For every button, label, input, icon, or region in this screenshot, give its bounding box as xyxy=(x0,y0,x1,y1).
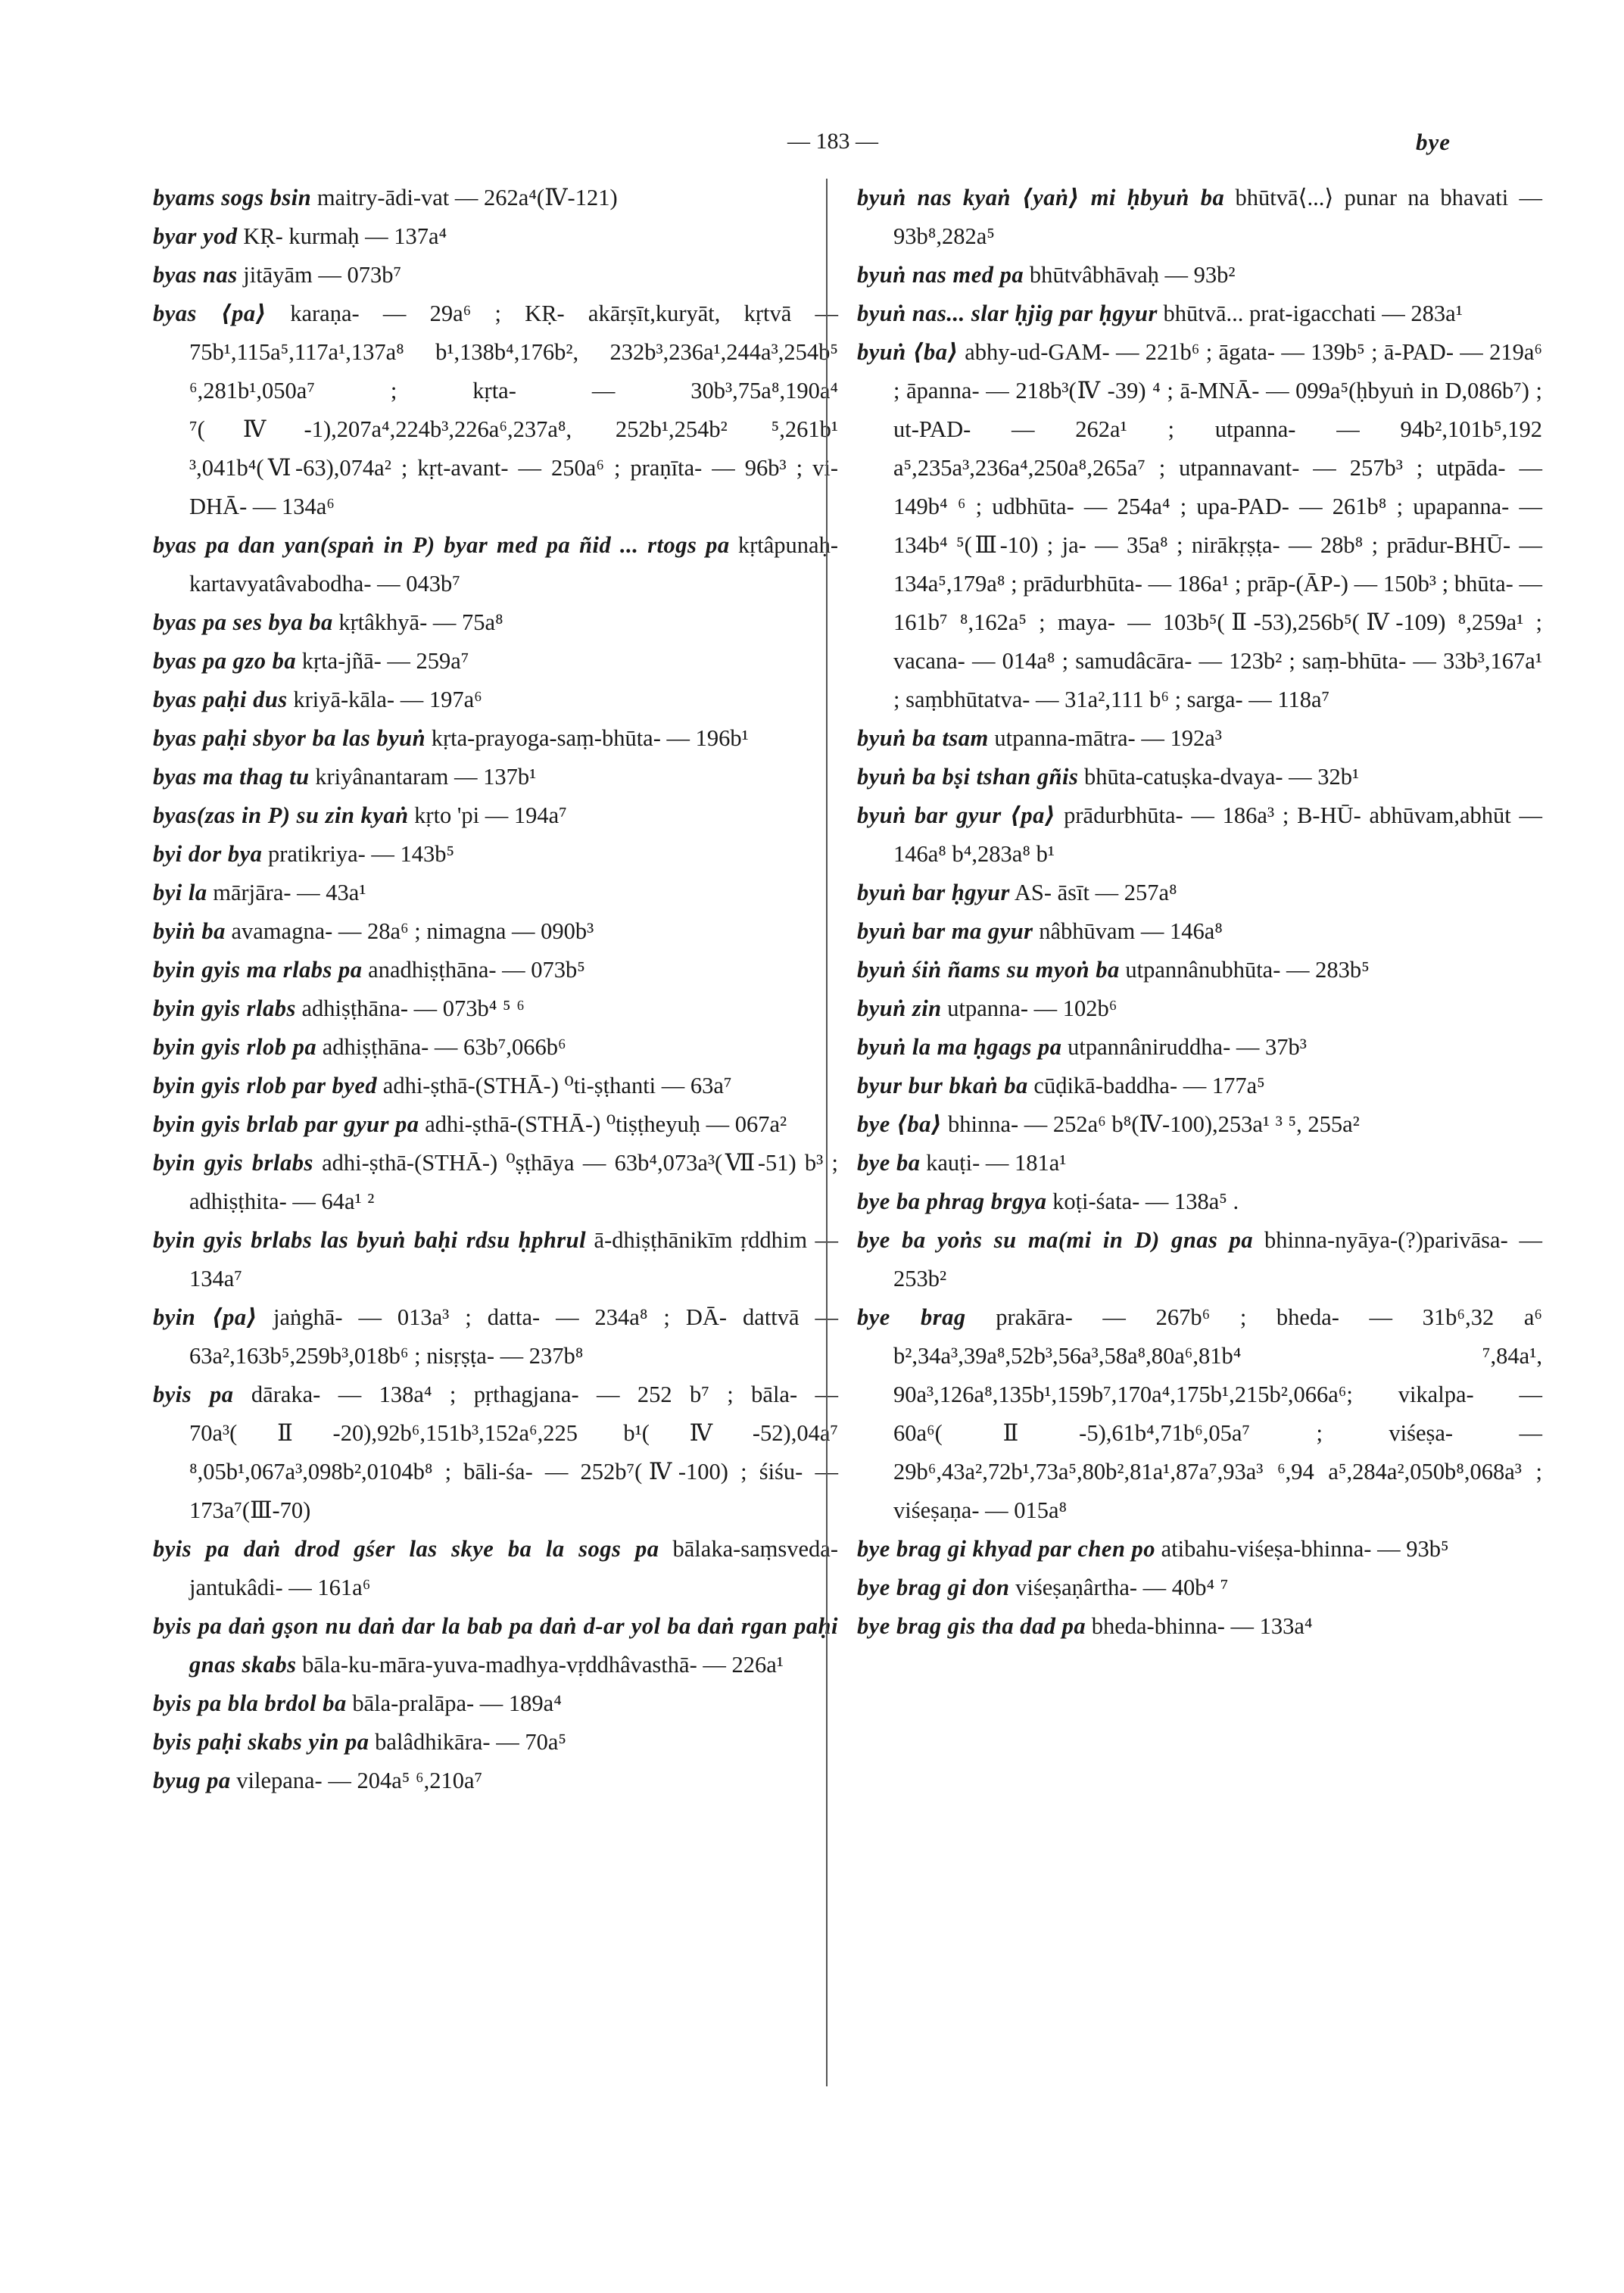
dictionary-entry xyxy=(857,1569,1542,1607)
dictionary-entry xyxy=(153,874,838,912)
entry-definition: dāraka- — 138a⁴ ; pṛthagjana- — 252 b⁷ ; bāla- — 70a³(Ⅱ-20),92b⁶,151b³,152a⁶,225 b¹(Ⅳ-52),04a⁷ ⁸,05b¹,067a³,098b²,0104b⁸ ; bāli-śa- — 252b⁷(Ⅳ-100) ; śiśu- — 173a⁷(Ⅲ-70) xyxy=(189,1382,838,1523)
entry-definition: utpannâniruddha- — 37b³ xyxy=(1068,1034,1307,1060)
entry-headword: bye ⟨ba⟩ xyxy=(857,1111,943,1137)
dictionary-entry xyxy=(857,1607,1542,1646)
entry-headword: byas pa dan yan(spaṅ in P) byar med pa ñid ... rtogs pa xyxy=(153,532,730,558)
entry-definition: jaṅghā- — 013a³ ; datta- — 234a⁸ ; DĀ- dattvā — 63a²,163b⁵,259b³,018b⁶ ; nisṛṣṭa- — 237b⁸ xyxy=(189,1304,839,1369)
entry-definition: atibahu-viśeṣa-bhinna- — 93b⁵ xyxy=(1161,1536,1449,1562)
entry-headword: byas paḥi dus xyxy=(153,687,288,712)
dictionary-entry xyxy=(857,1028,1542,1067)
entry-definition: bhinna- — 252a⁶ b⁸(Ⅳ-100),253a¹ ³ ⁵, 255a² xyxy=(947,1111,1360,1137)
dictionary-entry xyxy=(153,1105,838,1144)
dictionary-entry xyxy=(153,1067,838,1105)
entry-headword: byi dor bya xyxy=(153,841,263,867)
entry-definition: kṛtâpunaḥ-kartavyatâvabodha- — 043b⁷ xyxy=(189,532,839,597)
dictionary-entry xyxy=(153,1298,838,1375)
entry-definition: karaṇa- — 29a⁶ ; KṚ- akārṣīt,kuryāt, kṛtvā — 75b¹,115a⁵,117a¹,137a⁸ b¹,138b⁴,176b², 232b³,236a¹,244a³,254b⁵ ⁶,281b¹,050a⁷ ; kṛta- — 30b³,75a⁸,190a⁴ ⁷(Ⅳ-1),207a⁴,224b³,226a⁶,237a⁸, 252b¹,254b² ⁵,261b¹ ³,041b⁴(Ⅵ-63),074a² ; kṛt-avant- — 250a⁶ ; praṇīta- — 96b³ ; vi-DHĀ- — 134a⁶ xyxy=(189,301,838,519)
dictionary-entry xyxy=(153,642,838,681)
entry-headword: byuṅ zin xyxy=(857,995,942,1021)
entry-definition: kṛta-jñā- — 259a⁷ xyxy=(301,648,469,674)
entry-definition: prādurbhūta- — 186a³ ; B-HŪ- abhūvam,abhūt — 146a⁸ b⁴,283a⁸ b¹ xyxy=(893,802,1542,867)
entry-headword: byis pa xyxy=(153,1382,234,1407)
entry-definition: adhiṣṭhāna- — 63b⁷,066b⁶ xyxy=(322,1034,566,1060)
entry-definition: ā-dhiṣṭhānikīm ṛddhim — 134a⁷ xyxy=(189,1227,839,1291)
entry-definition: cūḍikā-baddha- — 177a⁵ xyxy=(1033,1073,1265,1098)
dictionary-entry xyxy=(857,1067,1542,1105)
entry-headword: byas ⟨pa⟩ xyxy=(153,301,267,326)
entry-headword: byug pa xyxy=(153,1768,231,1793)
dictionary-entry xyxy=(857,1144,1542,1182)
entry-definition: adhiṣṭhāna- — 073b⁴ ⁵ ⁶ xyxy=(301,995,525,1021)
dictionary-entry xyxy=(153,179,838,217)
entry-definition: kauṭi- — 181a¹ xyxy=(926,1150,1067,1176)
dictionary-entry xyxy=(153,1607,838,1684)
entry-headword: bye brag xyxy=(857,1304,966,1330)
dictionary-entry xyxy=(153,526,838,603)
dictionary-entry xyxy=(857,333,1542,719)
entry-definition: bāla-ku-māra-yuva-madhya-vṛddhâvasthā- — 226a¹ xyxy=(302,1652,784,1678)
entry-definition: AS- āsīt — 257a⁸ xyxy=(1014,880,1177,905)
dictionary-entry xyxy=(857,1298,1542,1530)
entry-definition: anadhiṣṭhāna- — 073b⁵ xyxy=(368,957,585,983)
dictionary-entry xyxy=(153,796,838,835)
dictionary-entry xyxy=(153,1028,838,1067)
dictionary-entry xyxy=(153,294,838,526)
entry-headword: bye brag gis tha dad pa xyxy=(857,1613,1086,1639)
dictionary-entry xyxy=(153,217,838,256)
dictionary-entry xyxy=(153,758,838,796)
dictionary-entry xyxy=(153,1375,838,1530)
entry-headword: bye ba xyxy=(857,1150,921,1176)
entry-headword: byin gyis rlob par byed xyxy=(153,1073,378,1098)
entry-definition: bhinna-nyāya-(?)parivāsa- — 253b² xyxy=(893,1227,1542,1291)
entry-headword: byin gyis rlabs xyxy=(153,995,296,1021)
dictionary-entry xyxy=(857,294,1542,333)
dictionary-entry xyxy=(153,256,838,294)
dictionary-entry xyxy=(153,1684,838,1723)
entry-headword: byin ⟨pa⟩ xyxy=(153,1304,258,1330)
entry-headword: byas ma thag tu xyxy=(153,764,310,790)
entry-definition: bheda-bhinna- — 133a⁴ xyxy=(1091,1613,1313,1639)
dictionary-entry xyxy=(153,603,838,642)
entry-headword: byas(zas in P) su zin kyaṅ xyxy=(153,802,409,828)
dictionary-entry xyxy=(153,989,838,1028)
entry-definition: mārjāra- — 43a¹ xyxy=(213,880,366,905)
entry-definition: jitāyām — 073b⁷ xyxy=(243,262,402,288)
entry-headword: byuṅ ⟨ba⟩ xyxy=(857,339,959,365)
dictionary-entry xyxy=(857,719,1542,758)
entry-headword: byin gyis brlabs las byuṅ baḥi rdsu ḥphrul xyxy=(153,1227,587,1253)
dictionary-entry xyxy=(857,758,1542,796)
entry-definition: bāla-pralāpa- — 189a⁴ xyxy=(352,1690,562,1716)
dictionary-entry xyxy=(857,256,1542,294)
entry-headword: byi la xyxy=(153,880,207,905)
entry-definition: utpanna- — 102b⁶ xyxy=(947,995,1117,1021)
entry-definition: utpanna-mātra- — 192a³ xyxy=(994,725,1222,751)
entry-definition: vilepana- — 204a⁵ ⁶,210a⁷ xyxy=(236,1768,483,1793)
entry-definition: prakāra- — 267b⁶ ; bheda- — 31b⁶,32 a⁶ b²,34a³,39a⁸,52b³,56a³,58a⁸,80a⁶,81b⁴ ⁷,84a¹, 90a³,126a⁸,135b¹,159b⁷,170a⁴,175b¹,215b²,066a⁶; vikalpa- — 60a⁶(Ⅱ-5),61b⁴,71b⁶,05a⁷ ; viśeṣa- — 29b⁶,43a²,72b¹,73a⁵,80b²,81a¹,87a⁷,93a³ ⁶,94 a⁵,284a²,050b⁸,068a³ ; viśeṣaṇa- — 015a⁸ xyxy=(893,1304,1542,1523)
entry-headword: byuṅ nas kyaṅ ⟨yaṅ⟩ mi ḥbyuṅ ba xyxy=(857,185,1225,210)
dictionary-entry xyxy=(153,912,838,951)
entry-headword: byis pa daṅ drod gśer las skye ba la sogs pa xyxy=(153,1536,659,1562)
entry-headword: bye brag gi don xyxy=(857,1575,1010,1600)
dictionary-entry xyxy=(857,1530,1542,1569)
entry-definition: kṛtâkhyā- — 75a⁸ xyxy=(338,609,503,635)
entry-definition: adhi-ṣthā-(STHĀ-) ⁰tiṣṭheyuḥ — 067a² xyxy=(425,1111,787,1137)
entry-definition: adhi-ṣthā-(STHĀ-) ⁰ti-ṣṭhanti — 63a⁷ xyxy=(382,1073,732,1098)
entry-definition: bhūtvâbhāvaḥ — 93b² xyxy=(1029,262,1236,288)
entry-definition: bhūtvā⟨...⟩ punar na bhavati — 93b⁸,282a⁵ xyxy=(893,185,1543,249)
entry-headword: byuṅ bar ḥgyur xyxy=(857,880,1010,905)
entry-headword: bye brag gi khyad par chen po xyxy=(857,1536,1156,1562)
dictionary-entry xyxy=(857,874,1542,912)
entry-definition: bālaka-saṃsveda-jantukâdi- — 161a⁶ xyxy=(189,1536,838,1600)
dictionary-entry xyxy=(857,1105,1542,1144)
entry-headword: byas pa gzo ba xyxy=(153,648,297,674)
entry-headword: byuṅ nas... slar ḥjig par ḥgyur xyxy=(857,301,1158,326)
entry-headword: byuṅ bar ma gyur xyxy=(857,918,1033,944)
entry-headword: byin gyis rlob pa xyxy=(153,1034,317,1060)
entry-headword: byis pa bla brdol ba xyxy=(153,1690,347,1716)
entry-definition: nâbhūvam — 146a⁸ xyxy=(1039,918,1223,944)
dictionary-entry xyxy=(857,796,1542,874)
entry-definition: koṭi-śata- — 138a⁵ . xyxy=(1052,1189,1239,1214)
entry-definition: adhi-ṣthā-(STHĀ-) ⁰ṣṭhāya — 63b⁴,073a³(Ⅶ-51) b³ ; adhiṣṭhita- — 64a¹ ² xyxy=(189,1150,839,1214)
entry-headword: byin gyis ma rlabs pa xyxy=(153,957,363,983)
dictionary-entry xyxy=(857,989,1542,1028)
column-divider xyxy=(826,179,828,2086)
entry-headword: byin gyis brlabs xyxy=(153,1150,313,1176)
entry-headword: byuṅ bar gyur ⟨pa⟩ xyxy=(857,802,1056,828)
entry-headword: byuṅ ba bṣi tshan gñis xyxy=(857,764,1079,790)
entry-definition: abhy-ud-GAM- — 221b⁶ ; āgata- — 139b⁵ ; ā-PAD- — 219a⁶ ; āpanna- — 218b³(Ⅳ -39) ⁴ ; ā-MNĀ- — 099a⁵(ḥbyuṅ in D,086b⁷) ; ut-PAD- — 262a¹ ; utpanna- — 94b²,101b⁵,192 a⁵,235a³,236a⁴,250a⁸,265a⁷ ; utpannavant- — 257b³ ; utpāda- — 149b⁴ ⁶ ; udbhūta- — 254a⁴ ; upa-PAD- — 261b⁸ ; upapanna- — 134b⁴ ⁵(Ⅲ-10) ; ja- — 35a⁸ ; nirākṛṣṭa- — 28b⁸ ; prādur-BHŪ- — 134a⁵,179a⁸ ; prādurbhūta- — 186a¹ ; prāp-(ĀP-) — 150b³ ; bhūta- — 161b⁷ ⁸,162a⁵ ; maya- — 103b⁵(Ⅱ-53),256b⁵(Ⅳ-109) ⁸,259a¹ ; vacana- — 014a⁸ ; samudâcāra- — 123b² ; saṃ-bhūta- — 33b³,167a¹ ; saṃbhūtatva- — 31a²,111 b⁶ ; sarga- — 118a⁷ xyxy=(893,339,1543,712)
entry-headword: byuṅ ba tsam xyxy=(857,725,989,751)
entry-definition: viśeṣaṇârtha- — 40b⁴ ⁷ xyxy=(1015,1575,1229,1600)
entry-definition: kriyā-kāla- — 197a⁶ xyxy=(293,687,482,712)
entry-headword: byuṅ śiṅ ñams su myoṅ ba xyxy=(857,957,1120,983)
dictionary-entry xyxy=(153,835,838,874)
dictionary-entry xyxy=(153,1762,838,1800)
entry-headword: byar yod xyxy=(153,223,238,249)
entry-definition: KṚ- kurmaḥ — 137a⁴ xyxy=(243,223,447,249)
entry-headword: byur bur bkaṅ ba xyxy=(857,1073,1028,1098)
entry-headword: byis paḥi skabs yin pa xyxy=(153,1729,369,1755)
dictionary-entry xyxy=(857,179,1542,256)
dictionary-entry xyxy=(153,1221,838,1298)
entry-headword: byas paḥi sbyor ba las byuṅ xyxy=(153,725,426,751)
entry-headword: bye ba phrag brgya xyxy=(857,1189,1047,1214)
dictionary-entry xyxy=(857,1221,1542,1298)
dictionary-entry xyxy=(857,1182,1542,1221)
entry-headword: byas pa ses bya ba xyxy=(153,609,333,635)
entry-definition: bhūtvā... prat-igacchati — 283a¹ xyxy=(1163,301,1463,326)
entry-headword: byams sogs bsin xyxy=(153,185,312,210)
entry-headword: byuṅ nas med pa xyxy=(857,262,1024,288)
dictionary-entry xyxy=(153,1530,838,1607)
entry-headword: byas nas xyxy=(153,262,238,288)
entry-definition: balâdhikāra- — 70a⁵ xyxy=(375,1729,566,1755)
running-head: bye xyxy=(1416,129,1451,155)
dictionary-entry xyxy=(153,1144,838,1221)
entry-definition: kṛto 'pi — 194a⁷ xyxy=(414,802,567,828)
entry-headword: bye ba yoṅs su ma(mi in D) gnas pa xyxy=(857,1227,1254,1253)
entry-headword: byuṅ la ma ḥgags pa xyxy=(857,1034,1062,1060)
page-number: — 183 — xyxy=(787,129,878,154)
entry-headword: byis pa daṅ gṣon nu daṅ dar la bab pa daṅ d-ar yol ba daṅ rgan paḥi gnas skabs xyxy=(153,1613,838,1678)
entry-definition: maitry-ādi-vat — 262a⁴(Ⅳ-121) xyxy=(316,185,618,210)
dictionary-entry xyxy=(153,1723,838,1762)
entry-definition: utpannânubhūta- — 283b⁵ xyxy=(1125,957,1370,983)
entry-definition: kṛta-prayoga-saṃ-bhūta- — 196b¹ xyxy=(431,725,749,751)
dictionary-entry xyxy=(153,951,838,989)
entry-headword: byiṅ ba xyxy=(153,918,226,944)
dictionary-entry xyxy=(857,951,1542,989)
entry-definition: avamagna- — 28a⁶ ; nimagna — 090b³ xyxy=(231,918,594,944)
entry-definition: pratikriya- — 143b⁵ xyxy=(268,841,455,867)
entry-definition: kriyânantaram — 137b¹ xyxy=(315,764,537,790)
dictionary-entry xyxy=(857,912,1542,951)
left-column xyxy=(153,179,838,1800)
entry-headword: byin gyis brlab par gyur pa xyxy=(153,1111,419,1137)
right-column xyxy=(857,179,1542,1646)
entry-definition: bhūta-catuṣka-dvaya- — 32b¹ xyxy=(1084,764,1360,790)
dictionary-entry xyxy=(153,681,838,719)
dictionary-entry xyxy=(153,719,838,758)
